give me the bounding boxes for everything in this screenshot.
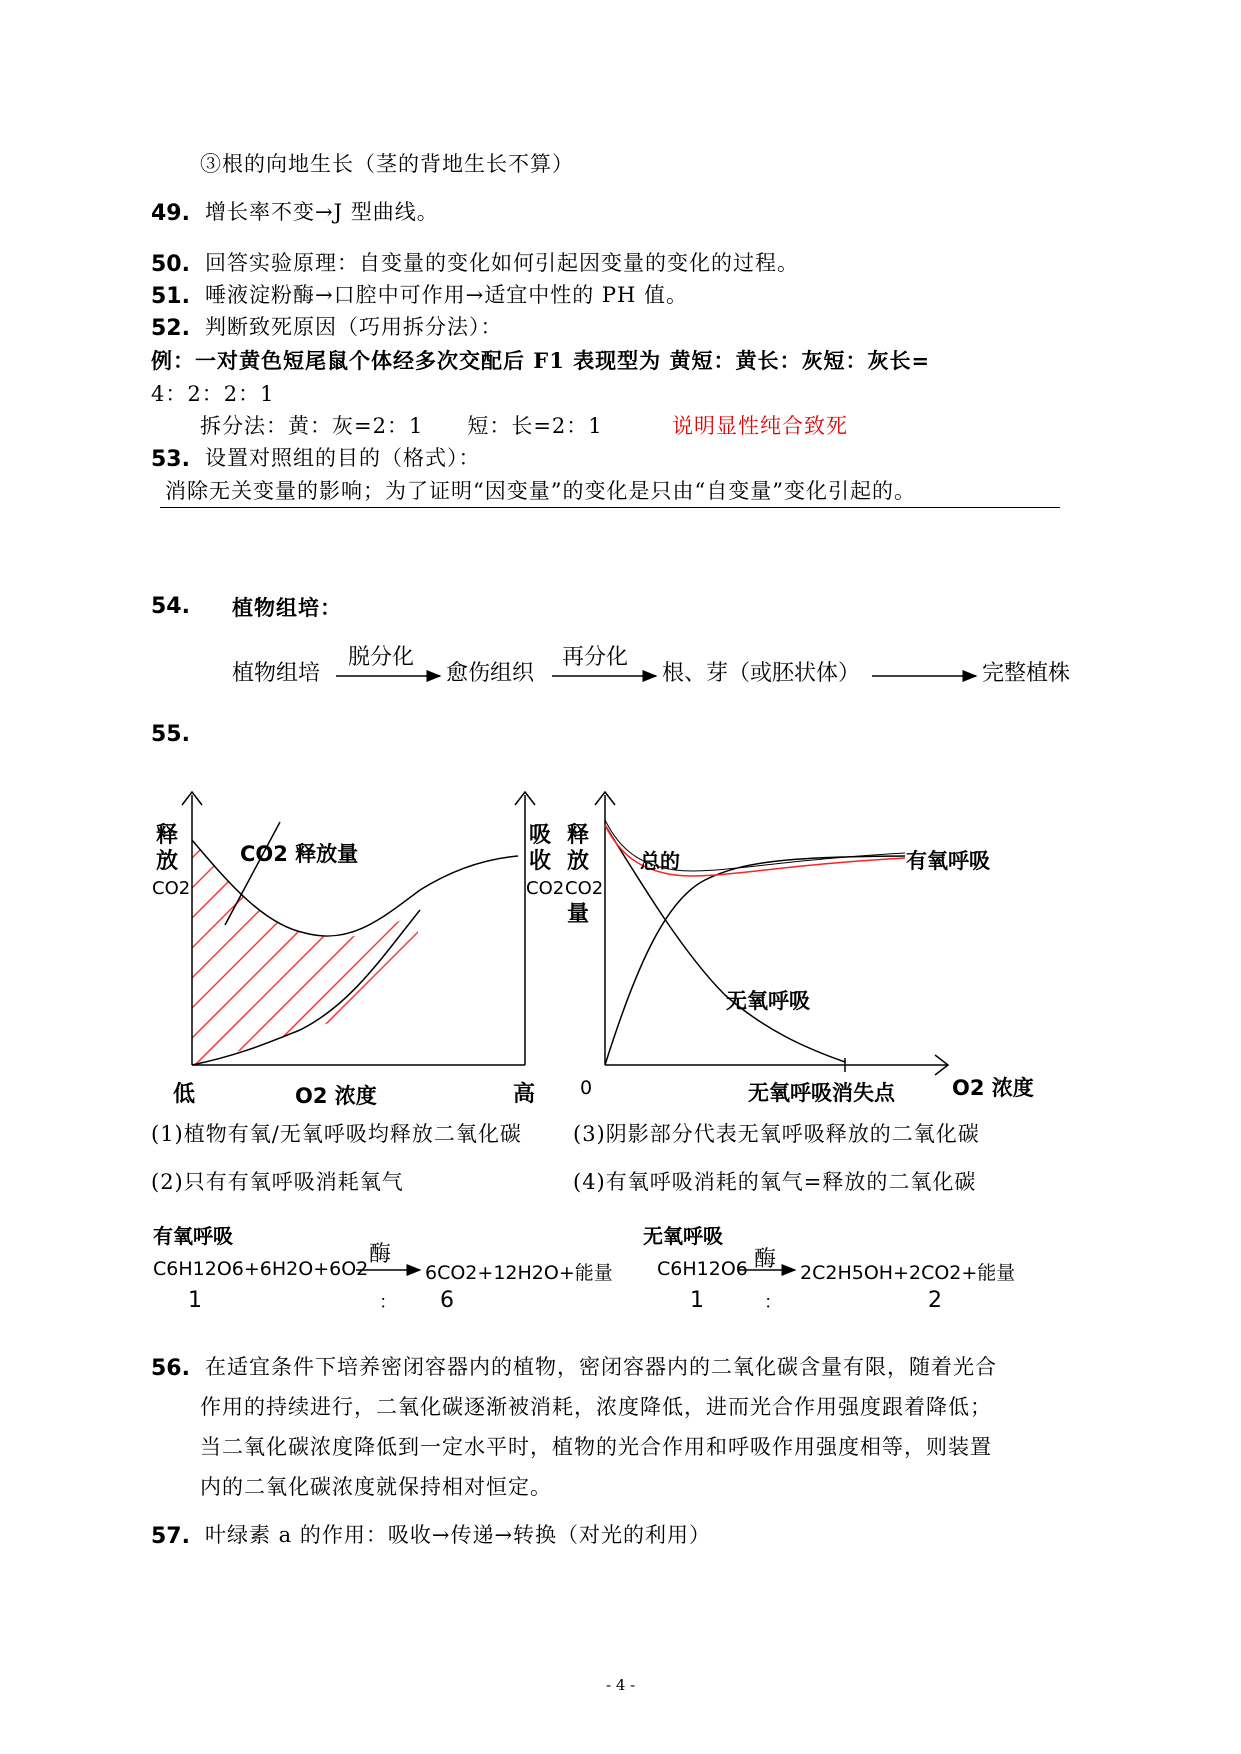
left-ylabel-right-2: 收 xyxy=(529,849,552,874)
item-number-56: 56. xyxy=(151,1356,190,1381)
note-1: (1)植物有氧/无氧呼吸均释放二氧化碳 xyxy=(151,1122,522,1146)
note-2: (2)只有有氧呼吸消耗氧气 xyxy=(151,1170,404,1194)
left-ylabel-3: CO2 xyxy=(152,878,191,899)
item-56-line4: 内的二氧化碳浓度就保持相对恒定。 xyxy=(200,1475,552,1499)
item-56-line3: 当二氧化碳浓度降低到一定水平时，植物的光合作用和呼吸作用强度相等，则装置 xyxy=(200,1435,992,1459)
aerobic-equation-title: 有氧呼吸 xyxy=(153,1224,233,1248)
aerobic-equation-right: 6CO2+12H2O+能量 xyxy=(425,1262,613,1284)
anaerobic-equation-left: C6H12O6 xyxy=(657,1258,748,1280)
x-low-label: 低 xyxy=(173,1082,196,1107)
item-57-text: 叶绿素 a 的作用：吸收→传递→转换（对光的利用） xyxy=(205,1523,712,1547)
right-ylabel-4: 量 xyxy=(567,902,590,927)
right-ylabel-1: 释 xyxy=(567,823,590,848)
flow-step1-label: 脱分化 xyxy=(348,645,415,670)
x-high-label: 高 xyxy=(513,1082,536,1107)
left-ylabel-right-1: 吸 xyxy=(529,823,552,848)
item-53-answer: 消除无关变量的影响；为了证明“因变量”的变化是只由“自变量”变化引起的。 xyxy=(165,479,916,503)
graph-right xyxy=(575,780,995,1110)
item-number-52: 52. xyxy=(151,316,190,341)
item-number-50: 50. xyxy=(151,252,190,277)
left-ylabel-2: 放 xyxy=(156,849,179,874)
item-50-text: 回答实验原理：自变量的变化如何引起因变量的变化的过程。 xyxy=(205,251,799,275)
item-number-55: 55. xyxy=(151,722,190,747)
anaerobic-ratio-2: 2 xyxy=(928,1288,942,1313)
right-ylabel-2: 放 xyxy=(567,849,590,874)
item-number-49: 49. xyxy=(151,201,190,226)
anaerobic-ratio-1: 1 xyxy=(690,1288,704,1313)
item-56-line1: 在适宜条件下培养密闭容器内的植物，密闭容器内的二氧化碳含量有限，随着光合 xyxy=(205,1355,997,1379)
origin-label: 0 xyxy=(580,1077,593,1099)
note-3: (3)阴影部分代表无氧呼吸释放的二氧化碳 xyxy=(573,1122,980,1146)
aerobic-ratio-colon: ： xyxy=(379,1292,397,1313)
item-49-text: 增长率不变→J 型曲线。 xyxy=(205,200,439,224)
flow-start: 植物组培 xyxy=(232,661,321,686)
vanish-point-label: 无氧呼吸消失点 xyxy=(748,1081,895,1105)
aerobic-enzyme: 酶 xyxy=(369,1242,392,1267)
item-52-split: 拆分法：黄：灰=2：1 短：长=2：1 xyxy=(200,414,603,438)
anaerobic-equation-title: 无氧呼吸 xyxy=(643,1224,723,1248)
flow-arrows xyxy=(0,0,1241,720)
page-number: - 4 - xyxy=(606,1676,636,1694)
item-52-text: 判断致死原因（巧用拆分法）： xyxy=(205,315,503,339)
item-52-conclusion: 说明显性纯合致死 xyxy=(672,414,848,438)
item-number-57: 57. xyxy=(151,1524,190,1549)
anaerobic-label: 无氧呼吸 xyxy=(726,989,810,1013)
item-number-51: 51. xyxy=(151,284,190,309)
item-53-text: 设置对照组的目的（格式）： xyxy=(205,446,481,470)
right-ylabel-3: CO2 xyxy=(565,878,604,899)
item-54-text: 植物组培： xyxy=(232,596,342,620)
item-number-53: 53. xyxy=(151,447,190,472)
item-number-54: 54. xyxy=(151,594,190,619)
aerobic-ratio-2: 6 xyxy=(440,1288,454,1313)
item-52-ratio: 4：2：2：1 xyxy=(151,382,275,406)
anaerobic-enzyme: 酶 xyxy=(754,1247,777,1272)
left-ylabel-right-3: CO2 xyxy=(526,878,565,899)
left-ylabel-1: 释 xyxy=(156,823,179,848)
right-x-label: O2 浓度 xyxy=(952,1076,1034,1100)
item-52-example: 例：一对黄色短尾鼠个体经多次交配后 F1 表现型为 黄短：黄长：灰短：灰长= xyxy=(151,348,931,373)
co2-release-label: CO2 释放量 xyxy=(240,842,359,866)
anaerobic-ratio-colon: ： xyxy=(764,1292,782,1313)
anaerobic-equation-right: 2C2H5OH+2CO2+能量 xyxy=(800,1262,1016,1284)
flow-end: 完整植株 xyxy=(982,661,1071,686)
graph-left xyxy=(150,780,570,1110)
aerobic-curve xyxy=(605,856,905,1065)
aerobic-equation-left: C6H12O6+6H2O+6O2 xyxy=(153,1258,369,1280)
equation-arrows xyxy=(0,1230,1241,1290)
note-4: (4)有氧呼吸消耗的氧气=释放的二氧化碳 xyxy=(573,1170,977,1194)
aerobic-label: 有氧呼吸 xyxy=(906,849,990,873)
item-48-line3: ③根的向地生长（茎的背地生长不算） xyxy=(200,152,574,176)
aerobic-ratio-1: 1 xyxy=(188,1288,202,1313)
total-label: 总的 xyxy=(640,849,680,873)
flow-mid1: 愈伤组织 xyxy=(446,661,535,686)
flow-mid2: 根、芽（或胚状体） xyxy=(662,661,861,686)
item-51-text: 唾液淀粉酶→口腔中可作用→适宜中性的 PH 值。 xyxy=(205,283,688,307)
flow-step2-label: 再分化 xyxy=(562,645,629,670)
item-56-line2: 作用的持续进行，二氧化碳逐渐被消耗，浓度降低，进而光合作用强度跟着降低； xyxy=(200,1395,992,1419)
left-x-label: O2 浓度 xyxy=(295,1084,377,1108)
